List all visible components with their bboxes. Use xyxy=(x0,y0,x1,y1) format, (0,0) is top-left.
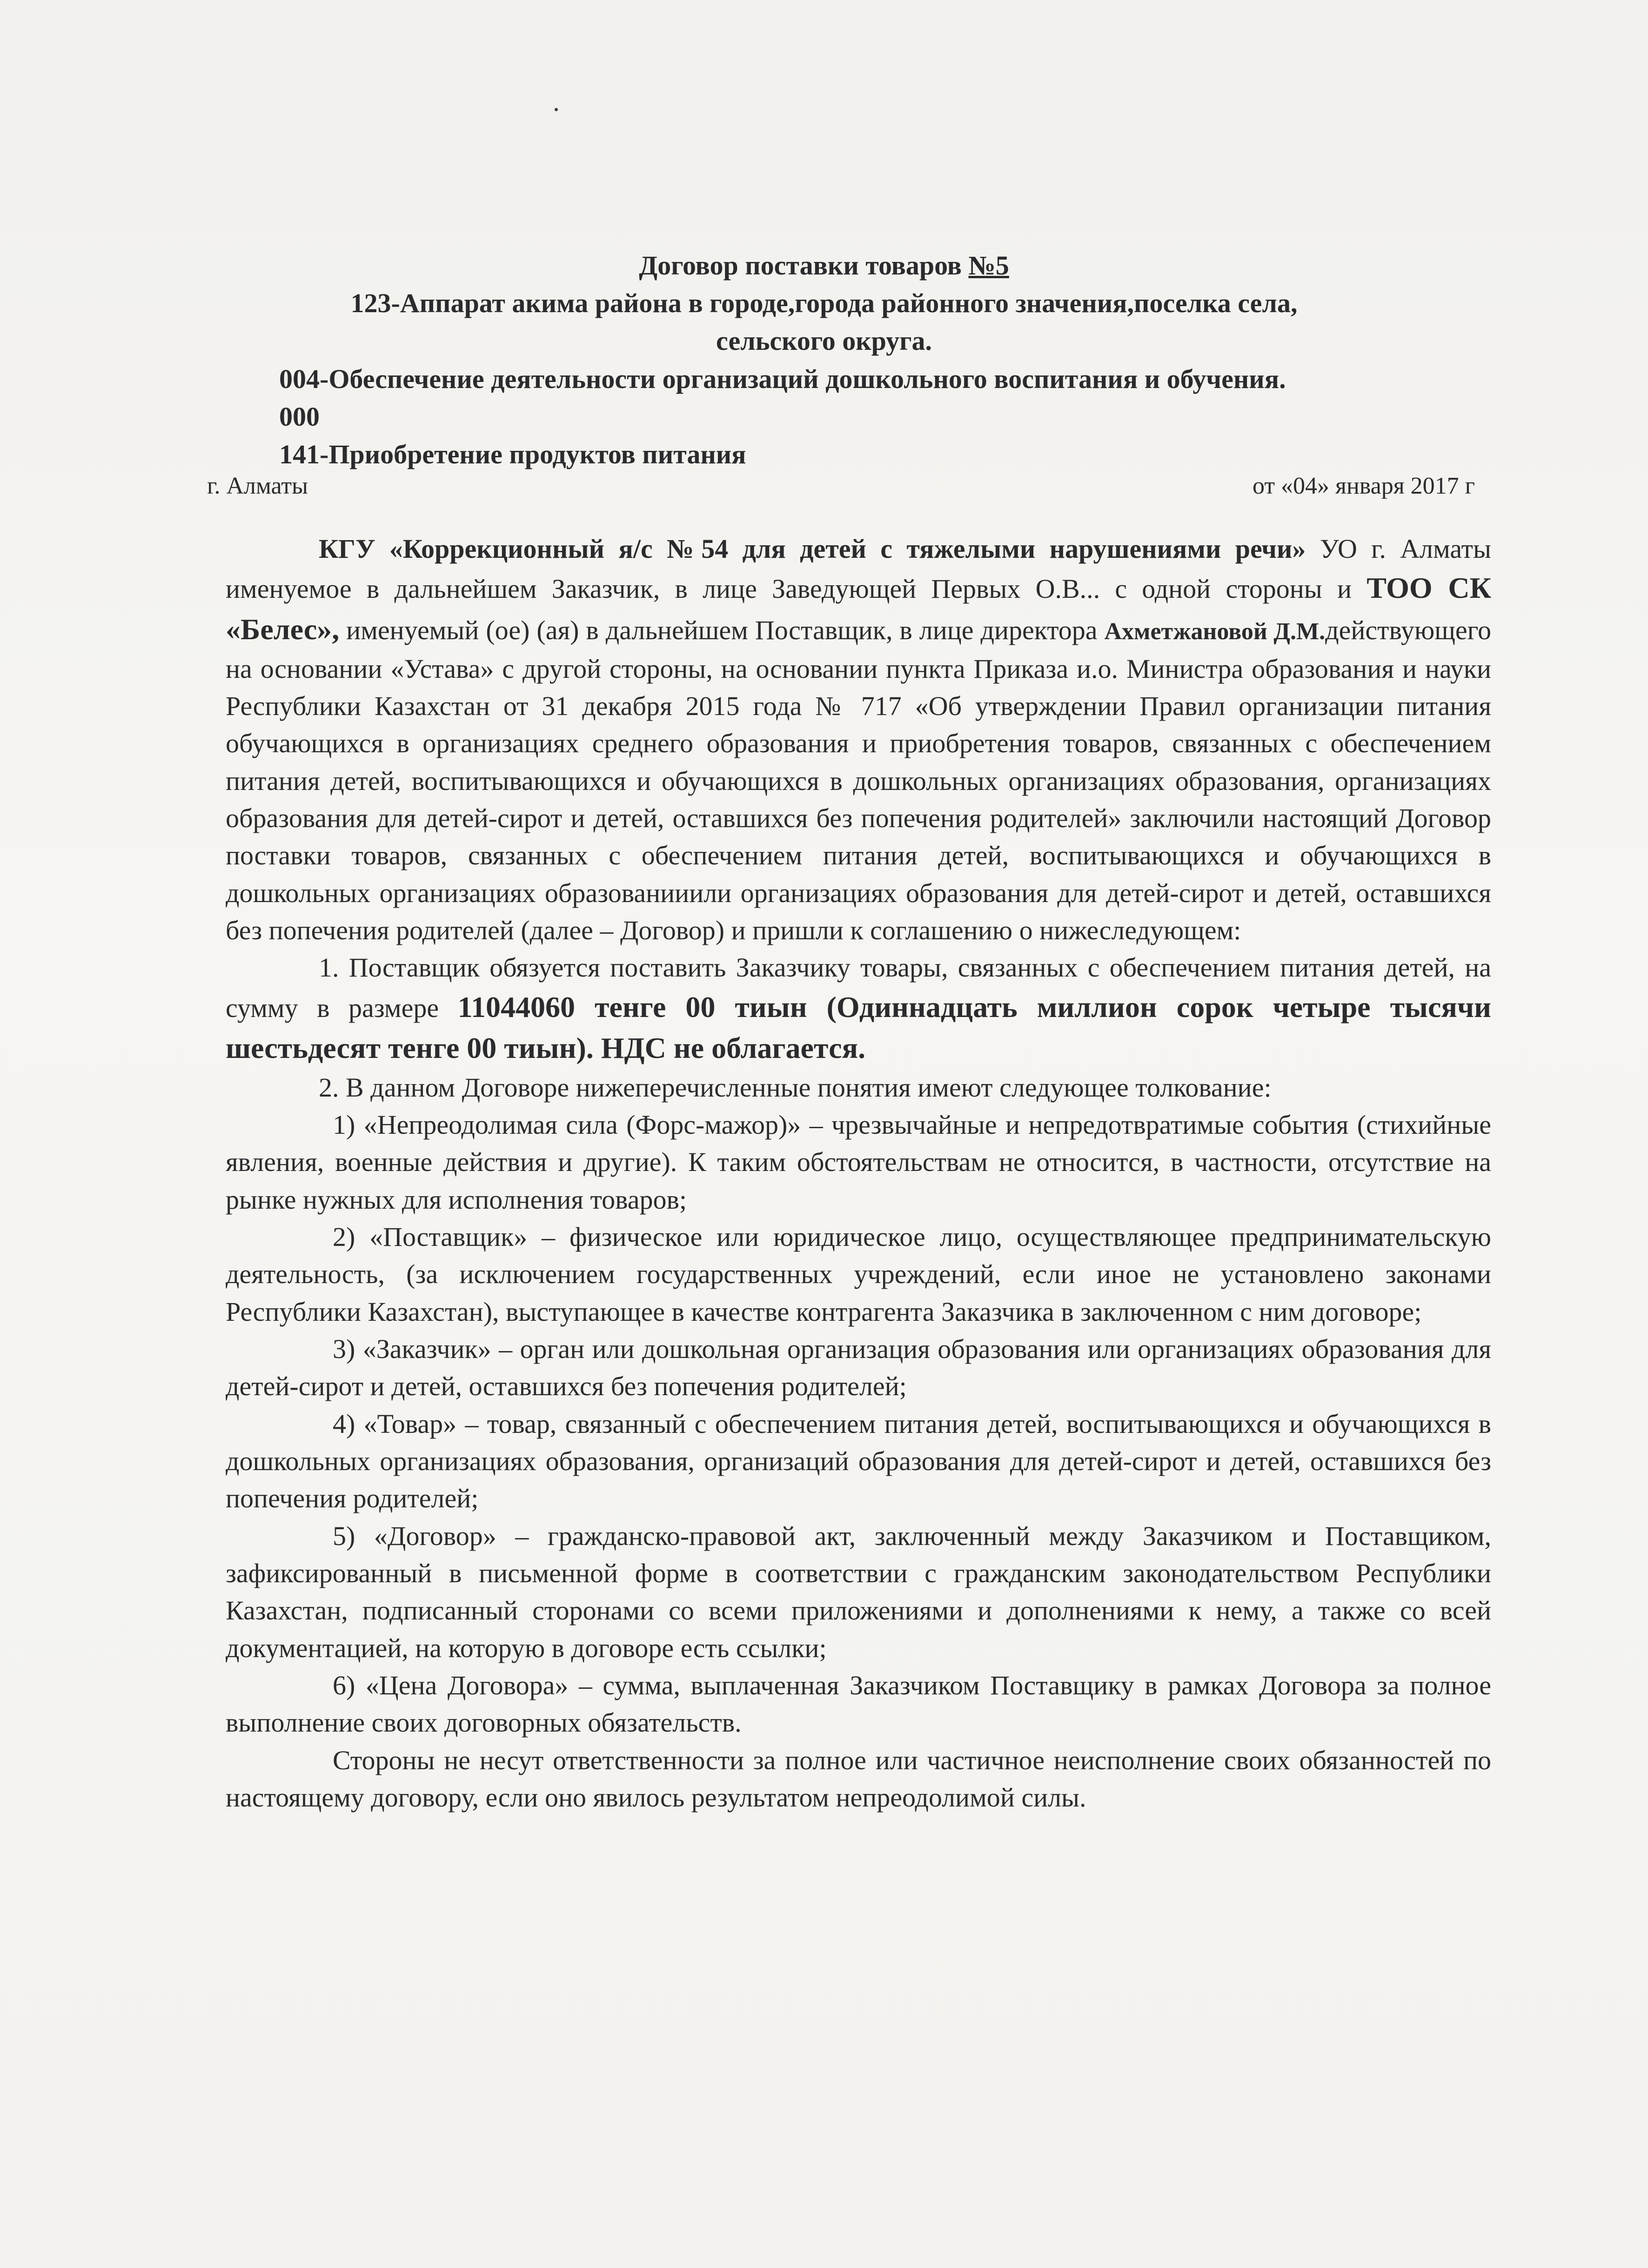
definition-item: 6) «Цена Договора» – сумма, выплаченная Заказчиком Поставщику в рамках Договора за полное выполнение своих договорных обязательств. xyxy=(226,1670,1491,1738)
definition-item: 4) «Товар» – товар, связанный с обеспечением питания детей, воспитывающихся и обучающихся в дошкольных организациях образования, организаций образования для детей-сирот и детей, оставшихся без попечения родителей; xyxy=(226,1408,1491,1514)
force-majeure-paragraph: Стороны не несут ответственности за полное или частичное неисполнение своих обязанностей по настоящему договору, если оно явилось результатом непреодолимой силы. xyxy=(226,1745,1491,1813)
supplier-name: ТОО СК «Белес», xyxy=(226,571,1491,646)
place-date-row xyxy=(207,472,1475,500)
definition-item: 3) «Заказчик» – орган или дошкольная организация образования или организациях образования для детей-сирот и детей, оставшихся без попечения родителей; xyxy=(226,1334,1491,1402)
intro-paragraph: КГУ «Коррекционный я/с №54 для детей с тяжелыми нарушениями речи» УО г. Алматы именуемое в дальнейшем Заказчик, в лице Заведующей Первых О.В... с одной стороны и ТОО СК «Белес», именуемый (ое) (ая) в дальнейшем Поставщик, в лице директора Ахметжановой Д.М.действующего на основании «Устава» с другой стороны, на основании пункта Приказа и.о. Министра образования и науки Республики Казахстан от 31 декабря 2015 года № 717 «Об утверждении Правил организации питания обучающихся в организациях среднего образования и приобретения товаров, связанных с обеспечением питания детей, воспитывающихся и обучающихся в дошкольных организациях образования, организациях образования для детей-сирот и детей, оставшихся без попечения родителей» заключили настоящий Договор поставки товаров, связанных с обеспечением питания детей, воспитывающихся и обучающихся в дошкольных организациях образованииили организациях образования для детей-сирот и детей, оставшихся без попечения родителей (далее – Договор) и пришли к соглашению о нижеследующем: xyxy=(226,534,1491,945)
budget-program-line-cont: сельского округа. xyxy=(716,326,932,356)
definition-item: 1) «Непреодолимая сила (Форс-мажор)» – чрезвычайные и непредотвратимые события (стихийные явления, военные действия и другие). К таким обстоятельствам не относится, в частности, отсутствие на рынке нужных для исполнения товаров; xyxy=(226,1110,1491,1215)
contract-amount: 11044060 тенге 00 тиын (Одиннадцать миллион сорок четыре тысячи шестьдесят тенге 00 тиын). НДС не облагается. xyxy=(226,990,1492,1065)
contract-date: от «04» января 2017 г xyxy=(1253,473,1475,499)
scan-speck xyxy=(555,108,558,111)
subprogram-code: 000 xyxy=(279,401,320,432)
contract-body xyxy=(226,530,1491,1816)
budget-program-line: 123-Аппарат акима района в городе,города районного значения,поселка села, xyxy=(350,288,1298,319)
clause-1: 1. Поставщик обязуется поставить Заказчику товары, связанных с обеспечением питания детей, на сумму в размере 11044060 тенге 00 тиын (Одиннадцать миллион сорок четыре тысячи шестьдесят тенге 00 тиын). НДС не облагается. xyxy=(226,952,1492,1065)
clause-2: 2. В данном Договоре нижеперечисленные понятия имеют следующее толкование: xyxy=(319,1072,1272,1103)
place: г. Алматы xyxy=(207,473,308,499)
definition-item: 5) «Договор» – гражданско-правовой акт, заключенный между Заказчиком и Поставщиком, зафиксированный в письменной форме в соответствии с гражданским законодательством Республики Казахстан, подписанный сторонами со всеми приложениями и дополнениями к нему, а также со всей документацией, на которую в договоре есть ссылки; xyxy=(226,1520,1491,1663)
definition-item: 2) «Поставщик» – физическое или юридическое лицо, осуществляющее предпринимательскую деятельность, (за исключением государственных учреждений, если иное не установлено законами Республики Казахстан), выступающее в качестве контрагента Заказчика в заключенном с ним договоре; xyxy=(226,1222,1491,1327)
contract-number: №5 xyxy=(968,250,1009,281)
customer-name: КГУ «Коррекционный я/с №54 для детей с тяжелыми нарушениями речи» xyxy=(319,534,1306,564)
specifics-line: 141-Приобретение продуктов питания xyxy=(279,439,746,469)
subprogram-line: 004-Обеспечение деятельности организаций дошкольного воспитания и обучения. xyxy=(279,363,1286,394)
document-title: Договор поставки товаров №5 xyxy=(639,250,1009,281)
document-header xyxy=(0,247,1648,473)
director-name: Ахметжановой Д.М. xyxy=(1104,618,1326,645)
